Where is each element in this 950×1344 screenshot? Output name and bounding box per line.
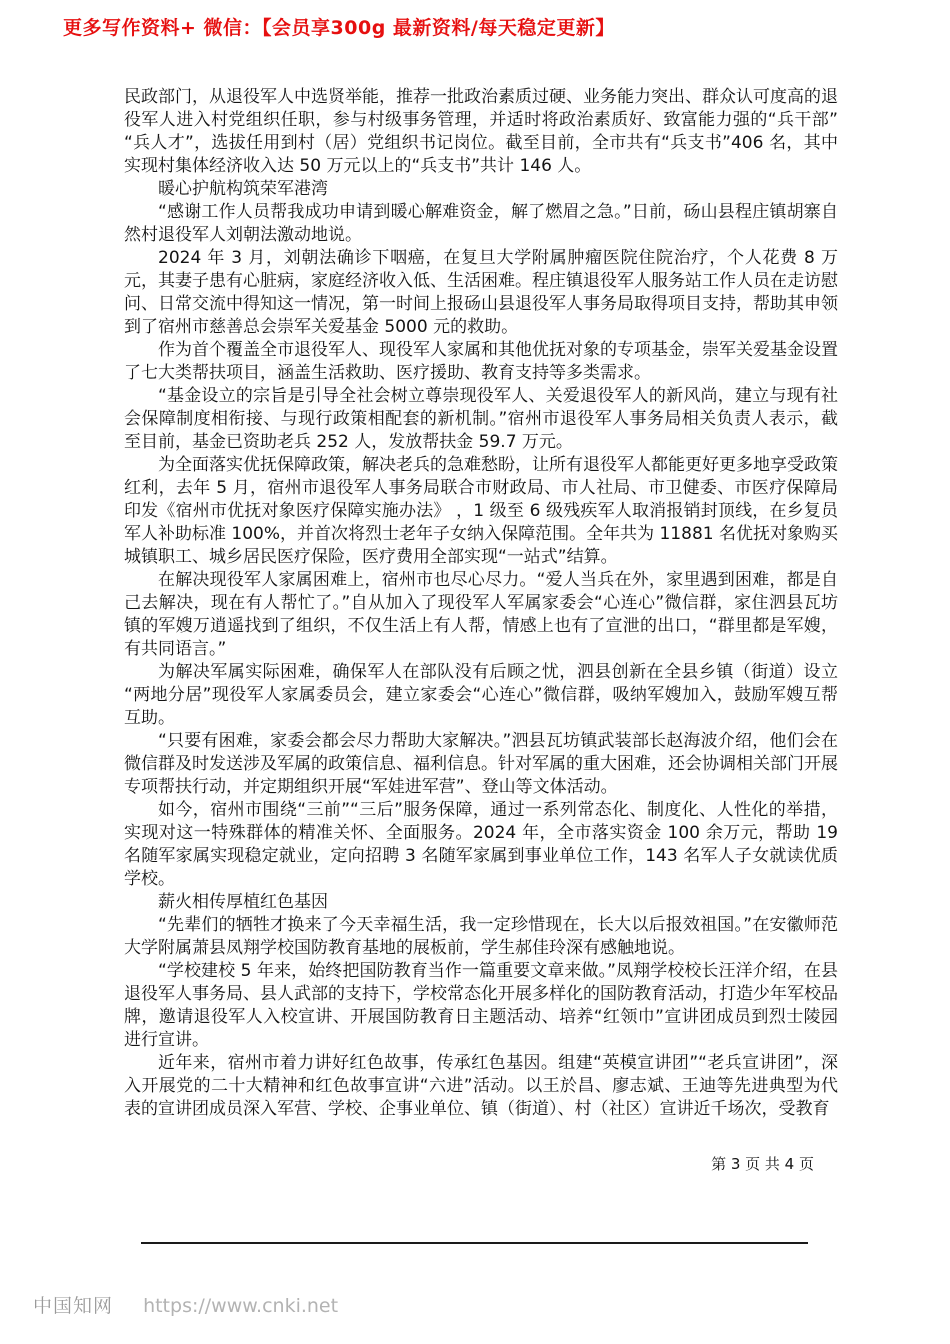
footer [33,1291,338,1318]
section-heading: 暖心护航构筑荣军港湾 [158,179,328,199]
cnki-url-link[interactable]: https://www.cnki.net [143,1295,339,1317]
body-paragraph: 2024 年 3 月，刘朝法确诊下咽癌，在复旦大学附属肿瘤医院住院治疗，个人花费 8 万元，其妻子患有心脏病，家庭经济收入低、生活困难。程庄镇退役军人服务站工作人员在走访慰问、日常交流中得知这一情况，第一时间上报砀山县退役军人事务局取得项目支持，帮助其申领到了宿州市慈善总会崇军关爱基金 5000 元的救助。 [124,248,838,337]
footer-divider-line [141,1242,808,1244]
document-body [124,86,838,1176]
body-paragraph: “只要有困难，家委会都会尽力帮助大家解决。”泗县瓦坊镇武装部长赵海波介绍，他们会在微信群及时发送涉及军属的政策信息、福利信息。针对军属的重大困难，还会协调相关部门开展专项帮扶行动，并定期组织开展“军娃进军营”、登山等文体活动。 [124,731,838,797]
body-paragraph: 为全面落实优抚保障政策，解决老兵的急难愁盼，让所有退役军人都能更好更多地享受政策红利，去年 5 月，宿州市退役军人事务局联合市财政局、市人社局、市卫健委、市医疗保障局印发《宿州市优抚对象医疗保障实施办法》 ，1 级至 6 级残疾军人取消报销封顶线，在乡复员军人补助标准 100%，并首次将烈士老年子女纳入保障范围。全年共为 11881 名优抚对象购买城镇职工、城乡居民医疗保险，医疗费用全部实现“一站式”结算。 [124,455,838,567]
cnki-brand-label: 中国知网 [33,1295,114,1317]
body-paragraph: “先辈们的牺牲才换来了今天幸福生活，我一定珍惜现在，长大以后报效祖国。”在安徽师范大学附属萧县凤翔学校国防教育基地的展板前，学生郝佳玲深有感触地说。 [124,915,838,958]
body-paragraph: 如今，宿州市围绕“三前”“三后”服务保障，通过一系列常态化、制度化、人性化的举措，实现对这一特殊群体的精准关怀、全面服务。2024 年，全市落实资金 100 余万元，帮助 19 名随军家属实现稳定就业，定向招聘 3 名随军家属到事业单位工作，143 名军人子女就读优质学校。 [124,800,838,889]
body-paragraph: 民政部门，从退役军人中选贤举能，推荐一批政治素质过硬、业务能力突出、群众认可度高的退役军人进入村党组织任职，参与村级事务管理，并适时将政治素质好、致富能力强的“兵干部”“兵人才”，选拔任用到村（居）党组织书记岗位。截至目前，全市共有“兵支书”406 名，其中实现村集体经济收入达 50 万元以上的“兵支书”共计 146 人。 [124,87,838,176]
body-paragraph: “感谢工作人员帮我成功申请到暖心解难资金，解了燃眉之急。”日前，砀山县程庄镇胡寨自然村退役军人刘朝法激动地说。 [124,202,838,245]
body-paragraph: “学校建校 5 年来，始终把国防教育当作一篇重要文章来做。”凤翔学校校长汪洋介绍，在县退役军人事务局、县人武部的支持下，学校常态化开展多样化的国防教育活动，打造少年军校品牌，邀请退役军人入校宣讲、开展国防教育日主题活动、培养“红领巾”宣讲团成员到烈士陵园进行宣讲。 [124,961,838,1050]
section-heading: 薪火相传厚植红色基因 [158,892,328,912]
body-paragraph: “基金设立的宗旨是引导全社会树立尊崇现役军人、关爱退役军人的新风尚，建立与现有社会保障制度相衔接、与现行政策相配套的新机制。”宿州市退役军人事务局相关负责人表示，截至目前，基金已资助老兵 252 人，发放帮扶金 59.7 万元。 [124,386,838,452]
body-paragraph: 在解决现役军人家属困难上，宿州市也尽心尽力。“爱人当兵在外，家里遇到困难，都是自己去解决，现在有人帮忙了。”自从加入了现役军人军属家委会“心连心”微信群，家住泗县瓦坊镇的军嫂万逍遥找到了组织，不仅生活上有人帮，情感上也有了宣泄的出口，“群里都是军嫂，有共同语言。” [124,570,838,659]
page-number-indicator: 第 3 页 共 4 页 [711,1155,814,1173]
body-paragraph: 作为首个覆盖全市退役军人、现役军人家属和其他优抚对象的专项基金，崇军关爱基金设置了七大类帮扶项目，涵盖生活救助、医疗援助、教育支持等多类需求。 [124,340,838,383]
body-paragraph: 为解决军属实际困难，确保军人在部队没有后顾之忧，泗县创新在全县乡镇（街道）设立“两地分居”现役军人家属委员会，建立家委会“心连心”微信群，吸纳军嫂加入，鼓励军嫂互帮互助。 [124,662,838,728]
promo-header-text: 更多写作资料+ 微信：【会员享300g 最新资料/每天稳定更新】 [63,17,615,39]
body-paragraph: 近年来，宿州市着力讲好红色故事，传承红色基因。组建“英模宣讲团”“老兵宣讲团”，深入开展党的二十大精神和红色故事宣讲“六进”活动。以王於昌、廖志斌、王迪等先进典型为代表的宣讲团成员深入军营、学校、企事业单位、镇（街道）、村（社区）宣讲近千场次，受教育 [124,1053,838,1119]
